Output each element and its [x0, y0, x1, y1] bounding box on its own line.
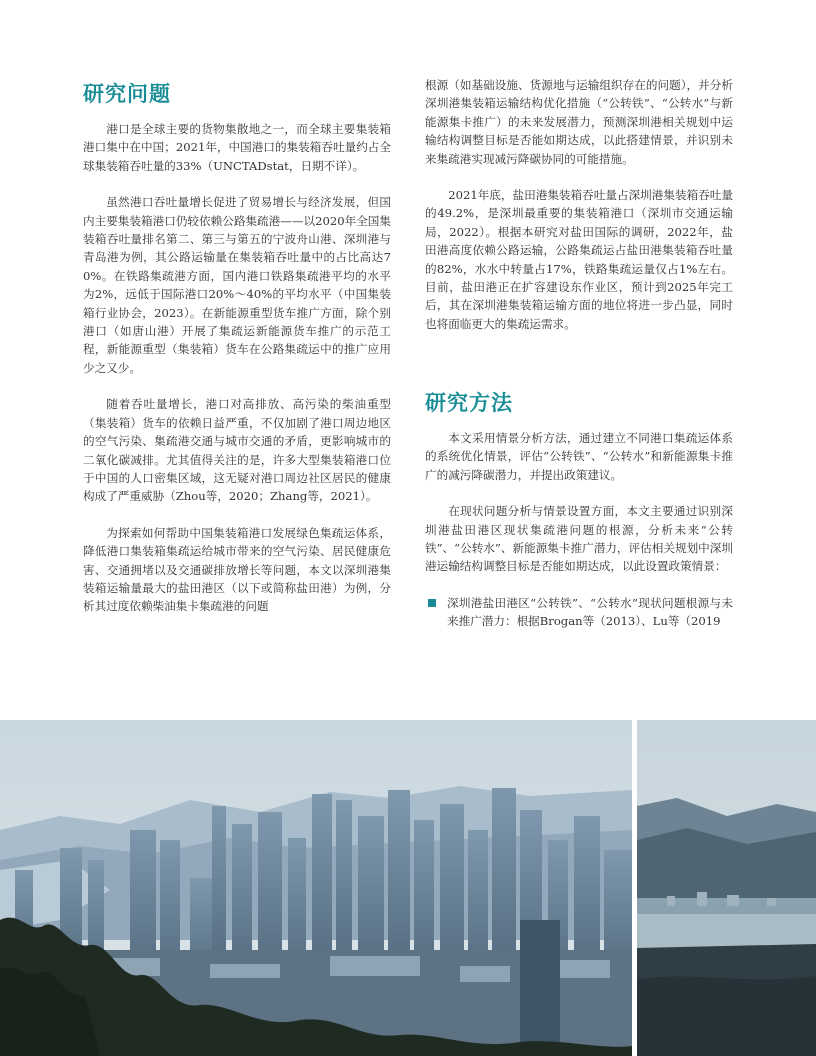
bullet-text: 深圳港盐田港区“公转铁”、“公转水”现状问题根源与未来推广潜力：根据Brogan等（2013）、Lu等（2019: [447, 595, 733, 629]
left-column: [83, 76, 391, 634]
city-skyline-photo: [0, 720, 632, 1056]
paragraph: 2021年底，盐田港集装箱吞吐量占深圳港集装箱吞吐量的49.2%，是深圳最重要的集装箱港口（深圳市交通运输局，2022）。根据本研究对盐田国际的调研，2022年，盐田港高度依赖公路运输，公路集疏运占盐田港集装箱吞吐量的82%，水水中转量占17%，铁路集疏运量仅占1%左右。目前，盐田港正在扩容建设东作业区，预计到2025年完工后，其在深圳港集装箱运输方面的地位将进一步凸显，同时也将面临更大的集疏运需求。: [425, 188, 733, 331]
bullet-square-icon: [428, 599, 436, 607]
paragraph-continued: 根源（如基础设施、货源地与运输组织存在的问题），并分析深圳港集装箱运输结构优化措施（“公转铁”、“公转水”与新能源集卡推广）的未来发展潜力，预测深圳港相关规划中运输结构调整目标是否能如期达成，以此搭建情景，并识别未来集疏港实现减污降碳协同的可能措施。: [425, 78, 733, 166]
right-column-top: [425, 76, 733, 351]
paragraph: 在现状问题分析与情景设置方面，本文主要通过识别深圳港盐田港区现状集疏港问题的根源，分析未来“公转铁”、“公转水”、新能源集卡推广潜力，评估相关规划中深圳港运输结构调整目标是否能如期达成，以此设置政策情景：: [425, 504, 733, 574]
bullet-item: [425, 594, 733, 631]
section-heading-research-method: 研究方法: [425, 391, 513, 415]
paragraph: 港口是全球主要的货物集散地之一，而全球主要集装箱港口集中在中国；2021年，中国港口的集装箱吞吐量约占全球集装箱吞吐量的33%（UNCTADstat，日期不详）。: [83, 122, 391, 173]
paragraph: 虽然港口吞吐量增长促进了贸易增长与经济发展，但国内主要集装箱港口仍较依赖公路集疏港——以2020年全国集装箱吞吐量排名第二、第三与第五的宁波舟山港、深圳港与青岛港为例，其公路运输量在集装箱吞吐量中的占比高达70%。在铁路集疏港方面，国内港口铁路集疏港平均的水平为2%，远低于国际港口20%～40%的平均水平（中国集装箱行业协会，2023）。在新能源重型货车推广方面，除个别港口（如唐山港）开展了集疏运新能源货车推广的示范工程，新能源重型（集装箱）货车在公路集疏运中的推广应用少之又少。: [83, 195, 391, 375]
mountain-bay-photo: [637, 720, 816, 1056]
paragraph: 本文采用情景分析方法，通过建立不同港口集疏运体系的系统优化情景，评估“公转铁”、“公转水”和新能源集卡推广的减污降碳潜力，并提出政策建议。: [425, 431, 733, 482]
section-heading-research-problem: 研究问题: [83, 82, 171, 106]
paragraph: 为探索如何帮助中国集装箱港口发展绿色集疏运体系，降低港口集装箱集疏运给城市带来的空气污染、居民健康危害、交通拥堵以及交通碳排放增长等问题，本文以深圳港集装箱运输量最大的盐田港区（以下或简称盐田港）为例，分析其过度依赖柴油集卡集疏港的问题: [83, 525, 391, 614]
right-column-methods: [425, 385, 733, 631]
paragraph: 随着吞吐量增长，港口对高排放、高污染的柴油重型（集装箱）货车的依赖日益严重，不仅加剧了港口周边地区的空气污染、集疏港交通与城市交通的矛盾，更影响城市的二氧化碳减排。尤其值得关注的是，许多大型集装箱港口位于中国的人口密集区域，这无疑对港口周边社区居民的健康构成了严重威胁（Zhou等，2020；Zhang等，2021）。: [83, 397, 391, 504]
